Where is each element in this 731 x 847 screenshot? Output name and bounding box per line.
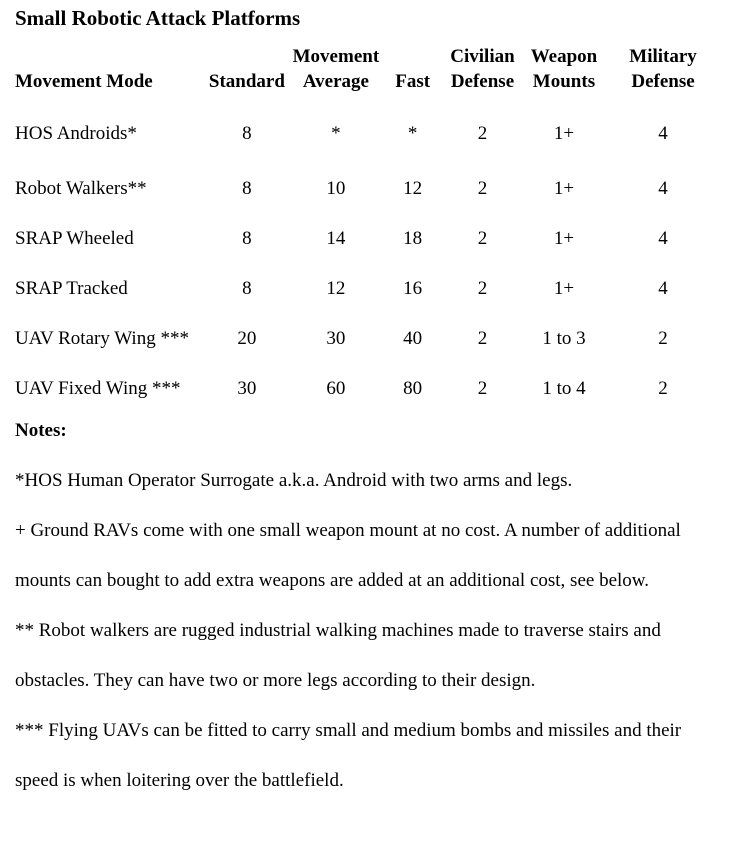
cell-average: 12	[326, 278, 346, 299]
cell-military-defense: 2	[658, 378, 668, 399]
header-military-bottom: Defense	[631, 71, 695, 92]
cell-civilian-defense: 2	[477, 178, 488, 199]
cell-fast: 12	[403, 178, 423, 199]
cell-fast: 16	[403, 278, 423, 299]
cell-mode: Robot Walkers**	[15, 178, 147, 199]
cell-civilian-defense: 2	[477, 228, 488, 249]
header-military-top: Military	[629, 46, 697, 67]
cell-weapon-mounts: 1+	[553, 278, 575, 299]
cell-military-defense: 4	[658, 228, 668, 249]
platform-stats-table	[15, 42, 720, 414]
cell-average: 14	[326, 228, 346, 249]
cell-civilian-defense: 2	[477, 123, 488, 144]
cell-civilian-defense: 2	[477, 378, 488, 399]
cell-average: *	[331, 123, 341, 144]
cell-standard: 30	[237, 378, 257, 399]
table-body	[15, 94, 720, 414]
cell-military-defense: 4	[658, 178, 668, 199]
header-average-label: Average	[302, 71, 369, 92]
page-title: Small Robotic Attack Platforms	[15, 6, 301, 30]
cell-weapon-mounts: 1+	[553, 228, 575, 249]
header-fast: Fast	[395, 71, 431, 92]
table-row	[15, 214, 720, 264]
cell-fast: 18	[403, 228, 423, 249]
cell-fast: 40	[403, 328, 423, 349]
cell-standard: 8	[242, 278, 252, 299]
header-movement-group: Movement	[292, 46, 380, 67]
cell-mode: HOS Androids*	[15, 123, 137, 144]
header-civilian-defense	[443, 42, 522, 94]
cell-standard: 8	[242, 178, 252, 199]
cell-civilian-defense: 2	[477, 328, 488, 349]
header-movement-mode: Movement Mode	[15, 71, 153, 92]
header-civilian-top: Civilian	[450, 46, 515, 67]
table-row	[15, 314, 720, 364]
notes-heading: Notes:	[15, 420, 67, 441]
table-row	[15, 94, 720, 164]
cell-average: 10	[326, 178, 346, 199]
header-standard: Standard	[208, 71, 285, 92]
cell-civilian-defense: 2	[477, 278, 488, 299]
cell-mode: SRAP Wheeled	[15, 228, 134, 249]
note-weapon-mounts: + Ground RAVs come with one small weapon mount at no cost. A number of additional mounts can bought to add extra weapons are added at an additional cost, see below.	[15, 520, 681, 591]
cell-weapon-mounts: 1 to 4	[542, 378, 586, 399]
cell-military-defense: 4	[658, 278, 668, 299]
cell-weapon-mounts: 1+	[553, 123, 575, 144]
header-weapon-bottom: Mounts	[532, 71, 596, 92]
cell-fast: 80	[403, 378, 423, 399]
cell-weapon-mounts: 1 to 3	[542, 328, 586, 349]
header-civilian-bottom: Defense	[450, 71, 515, 92]
header-row	[15, 42, 720, 94]
notes-section	[15, 406, 720, 806]
cell-standard: 20	[237, 328, 257, 349]
header-military-defense	[606, 42, 720, 94]
header-weapon-top: Weapon	[530, 46, 598, 67]
header-weapon-mounts	[522, 42, 606, 94]
note-flying-uavs: *** Flying UAVs can be fitted to carry small and medium bombs and missiles and their speed is when loitering over the battlefield.	[15, 720, 682, 791]
cell-standard: 8	[242, 228, 252, 249]
table-row	[15, 264, 720, 314]
note-androids: *HOS Human Operator Surrogate a.k.a. Android with two arms and legs.	[15, 470, 573, 491]
cell-weapon-mounts: 1+	[553, 178, 575, 199]
note-robot-walkers: ** Robot walkers are rugged industrial walking machines made to traverse stairs and obstacles. They can have two or more legs according to their design.	[15, 620, 661, 691]
cell-military-defense: 4	[658, 123, 668, 144]
cell-military-defense: 2	[658, 328, 668, 349]
cell-standard: 8	[242, 123, 252, 144]
cell-mode: SRAP Tracked	[15, 278, 128, 299]
cell-mode: UAV Fixed Wing ***	[15, 378, 181, 399]
cell-average: 60	[326, 378, 346, 399]
cell-mode: UAV Rotary Wing ***	[15, 328, 189, 349]
cell-average: 30	[326, 328, 346, 349]
cell-fast: *	[407, 123, 418, 144]
table-row	[15, 164, 720, 214]
header-average	[290, 42, 383, 94]
table-header	[15, 42, 720, 94]
